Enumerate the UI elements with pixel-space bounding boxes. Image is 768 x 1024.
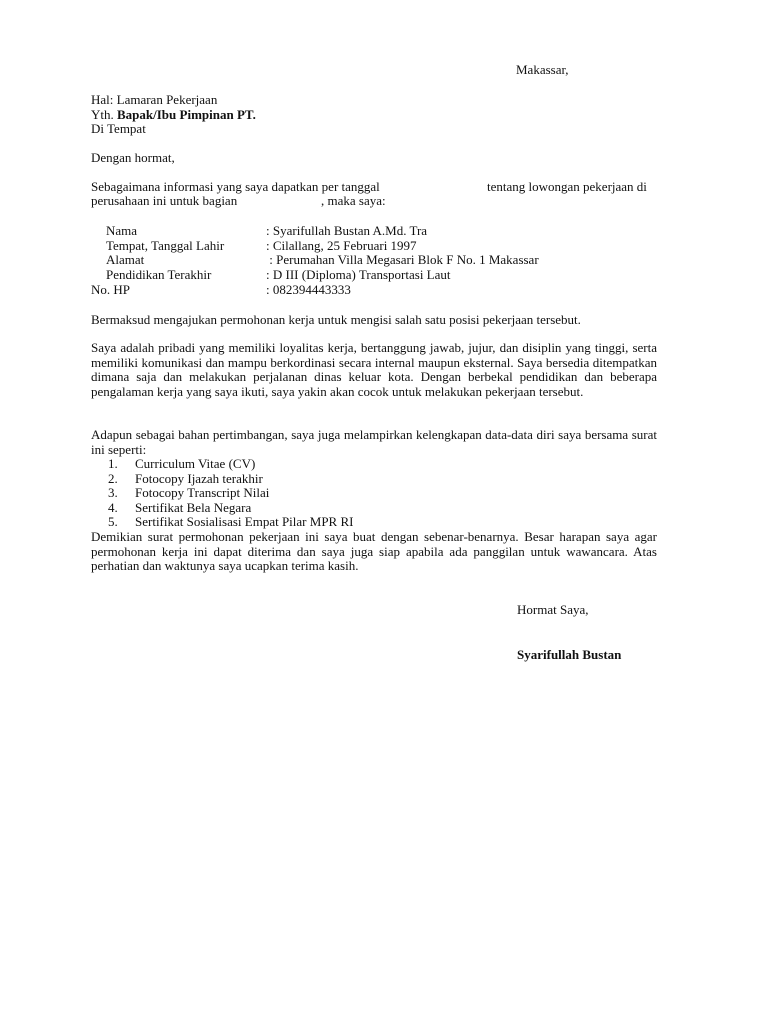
intro-part1: Sebagaimana informasi yang saya dapatkan per tanggal [91,179,380,194]
info-value-name: : Syarifullah Bustan A.Md. Tra [266,223,428,238]
list-number: 5. [108,514,118,529]
intro-part4: , maka saya: [321,193,386,208]
closing-paragraph: Demikian surat permohonan pekerjaan ini saya buat dengan sebenar-benarnya. Besar harapan saya agar permohonan kerja ini dapat diterima dan saya juga siap apabila ada panggilan untuk wawancara. Atas perhatian dan waktunya saya ucapkan terima kasih. [91,529,657,573]
list-number: 3. [108,485,118,500]
list-text: Fotocopy Ijazah terakhir [135,470,263,486]
info-label-address: Alamat [106,252,145,267]
info-value-address: : Perumahan Villa Megasari Blok F No. 1 Makassar [266,252,539,267]
list-number: 2. [108,470,118,486]
info-label-name: Nama [106,223,138,238]
recipient-name: Bapak/Ibu Pimpinan PT. [117,107,256,122]
info-value-phone: : 082394443333 [266,282,351,297]
list-number: 4. [108,499,118,515]
list-text: Sertifikat Sosialisasi Empat Pilar MPR RI [135,514,354,529]
info-value-education: : D III (Diploma) Transportasi Laut [266,267,451,282]
intro-part3: perusahaan ini untuk bagian [91,193,238,208]
about-paragraph: Saya adalah pribadi yang memiliki loyalitas kerja, bertanggung jawab, jujur, dan disiplin yang tinggi, serta memiliki komunikasi dan mampu berkordinasi secara internal maupun eksternal. Saya bersedia ditempatkan dimana saja dan melakukan perjalanan dinas keluar kota. Dengan berbekal pendidikan dan beberapa pengalaman kerja yang saya ikuti, saya yakin akan cocok untuk melakukan pekerjaan tersebut. [91,340,657,399]
list-text: Curriculum Vitae (CV) [135,456,256,471]
recipient-prefix: Yth. [91,107,117,122]
attachments-intro: Adapun sebagai bahan pertimbangan, saya juga melampirkan kelengkapan data-data diri saya bersama surat ini seperti: [91,427,657,457]
intro-part2: tentang lowongan pekerjaan di [487,179,647,194]
list-text: Sertifikat Bela Negara [135,499,252,515]
list-text: Fotocopy Transcript Nilai [135,485,270,500]
info-label-phone: No. HP [91,282,131,297]
subject-line: Hal: Lamaran Pekerjaan [91,92,218,107]
list-number: 1. [108,456,118,471]
signer-name: Syarifullah Bustan [517,647,622,662]
info-label-birth: Tempat, Tanggal Lahir [106,238,225,253]
recipient-place: Di Tempat [91,121,146,136]
info-value-birth: : Cilallang, 25 Februari 1997 [266,238,417,253]
info-label-education: Pendidikan Terakhir [106,267,212,282]
purpose-paragraph: Bermaksud mengajukan permohonan kerja untuk mengisi salah satu posisi pekerjaan tersebut. [91,312,581,327]
greeting: Dengan hormat, [91,150,175,165]
sign-off: Hormat Saya, [517,602,589,617]
place-date: Makassar, [516,62,569,77]
